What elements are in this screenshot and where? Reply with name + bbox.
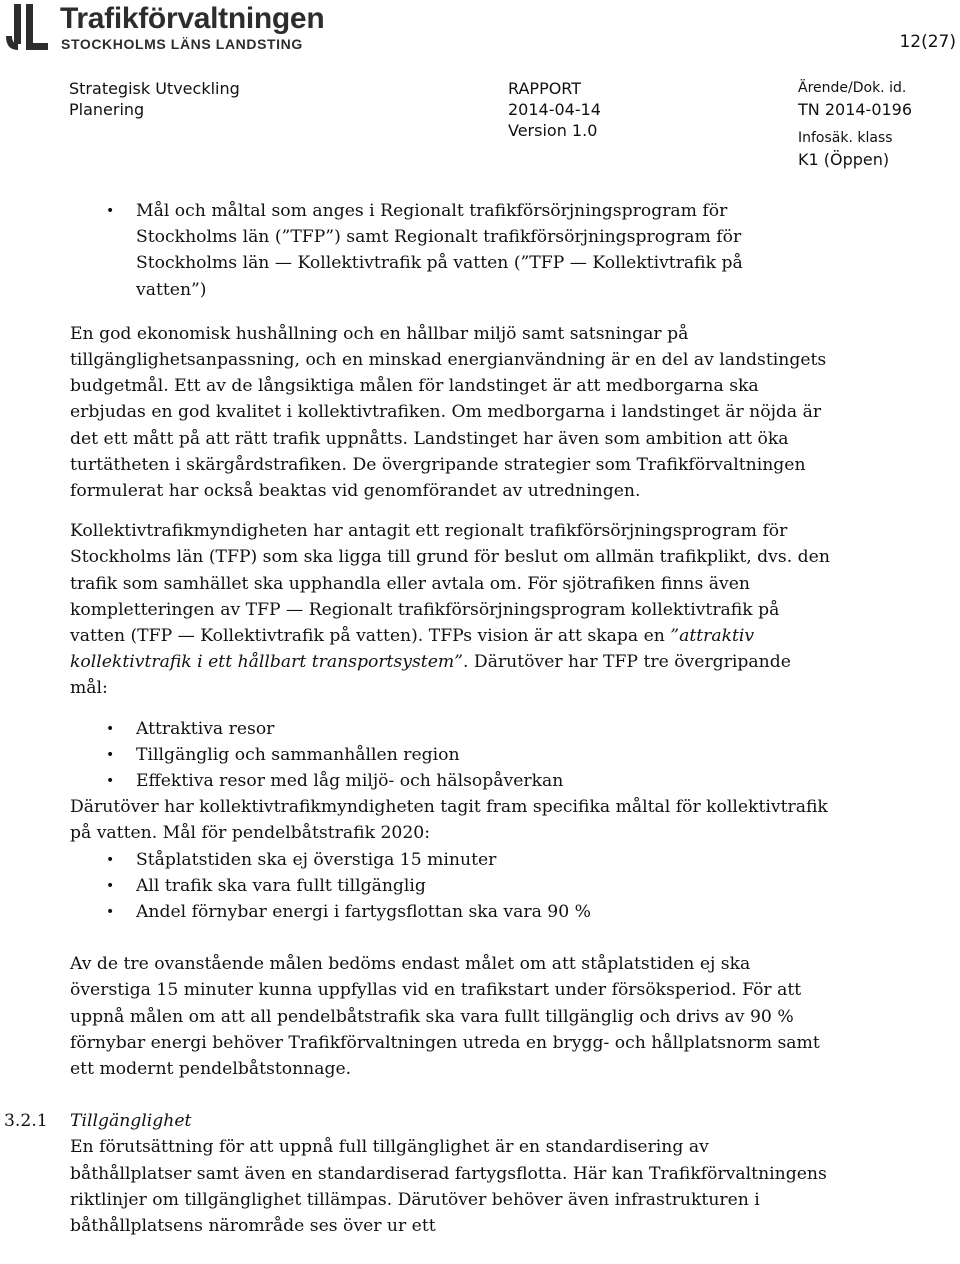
organization-logo <box>0 0 330 56</box>
security-class-label: Infosäk. klass <box>798 130 893 146</box>
list-item <box>0 198 960 303</box>
list-item-text: Ståplatstiden ska ej överstiga 15 minuter <box>136 849 497 870</box>
page-number: 12(27) <box>899 32 956 52</box>
header-department <box>69 78 240 120</box>
logo-mark-icon <box>2 2 56 54</box>
case-id-value: TN 2014-0196 <box>798 100 913 119</box>
list-item <box>0 847 960 873</box>
section-heading <box>0 1108 960 1134</box>
department-line: Strategisk Utveckling <box>69 79 240 98</box>
paragraph: En förutsättning för att uppnå full tillgänglighet är en standardisering av båthållplatser samt även en standardiserad fartygsflotta. Här kan Trafikförvaltningens riktlinjer om tillgänglighet tillämpas. Därutöver behöver även infrastrukturen i båthållplatsens närområde ses över ur ett <box>70 1137 827 1236</box>
document-version: Version 1.0 <box>508 121 598 140</box>
list-item <box>0 742 960 768</box>
case-id-label: Ärende/Dok. id. <box>798 80 907 96</box>
bullet-icon: • <box>106 720 115 737</box>
list-item <box>0 716 960 742</box>
bullet-icon: • <box>106 904 115 921</box>
list-item <box>0 873 960 899</box>
document-type: RAPPORT <box>508 79 582 98</box>
logo-subtitle: STOCKHOLMS LÄNS LANDSTING <box>61 36 303 52</box>
bullet-icon: • <box>106 203 115 219</box>
document-body <box>0 198 960 1239</box>
section-number: 3.2.1 <box>4 1111 48 1132</box>
paragraph <box>70 518 830 701</box>
header-document-info <box>508 78 601 141</box>
list-item-text: Effektiva resor med låg miljö- och hälsopåverkan <box>136 771 564 792</box>
paragraph: Därutöver har kollektivtrafikmyndigheten tagit fram specifika måltal för kollektivtrafik på vatten. Mål för pendelbåtstrafik 2020: <box>70 797 828 844</box>
unit-line: Planering <box>69 100 145 119</box>
list-item-text: Andel förnybar energi i fartygsflottan ska vara 90 % <box>136 902 591 923</box>
vision-quote: ”attraktiv kollektivtrafik i ett hållbart transportsystem” <box>70 626 755 673</box>
bullet-icon: • <box>106 851 115 868</box>
security-class-value: K1 (Öppen) <box>798 150 890 169</box>
paragraph-text: Kollektivtrafikmyndigheten har antagit ett regionalt trafikförsörjningsprogram för Stockholms län (TFP) som ska ligga till grund för beslut om allmän trafikplikt, dvs. den trafik som samhället ska upphandla eller avtala om. För sjötrafiken finns även kompletteringen av TFP — Regionalt trafikförsörjningsprogram kollektivtrafik på vatten (TFP — Kollektivtrafik på vatten). TFPs vision är att skapa en <box>70 521 830 647</box>
document-date: 2014-04-14 <box>508 100 601 119</box>
list-item-text: All trafik ska vara fullt tillgänglig <box>136 875 426 896</box>
paragraph: En god ekonomisk hushållning och en hållbar miljö samt satsningar på tillgänglighetsanpassning, och en minskad energianvändning är en del av landstingets budgetmål. Ett av de långsiktiga målen för landstinget är att medborgarna ska erbjudas en god kvalitet i kollektivtrafiken. Om medborgarna i landstinget är nöjda är det ett mått på att rätt trafik uppnåtts. Landstinget har även som ambition att öka turtätheten i skärgårdstrafiken. De övergripande strategier som Trafikförvaltningen formulerat har också beaktas vid genomförandet av utredningen. <box>70 323 827 502</box>
bullet-icon: • <box>106 773 115 790</box>
list-item <box>0 768 960 794</box>
list-item-text: Mål och måltal som anges i Regionalt trafikförsörjningsprogram för Stockholms län (”TFP”) samt Regionalt trafikförsörjningsprogram för Stockholms län — Kollektivtrafik på vatten (”TFP — Kollektivtrafik på vatten”) <box>136 201 743 300</box>
list-item-text: Tillgänglig och sammanhållen region <box>136 744 460 765</box>
paragraph-text: . Därutöver har TFP tre övergripande mål: <box>70 652 791 699</box>
bullet-icon: • <box>106 877 115 894</box>
header-classification <box>798 78 912 170</box>
bullet-icon: • <box>106 746 115 763</box>
logo-name: Trafikförvaltningen <box>60 2 325 35</box>
section-title: Tillgänglighet <box>70 1111 192 1132</box>
list-item-text: Attraktiva resor <box>136 718 275 739</box>
list-item <box>0 899 960 925</box>
paragraph: Av de tre ovanstående målen bedöms endast målet om att ståplatstiden ej ska överstiga 15 minuter kunna uppfyllas vid en trafikstart under försöksperiod. För att uppnå målen om att all pendelbåtstrafik ska vara fullt tillgänglig och drivs av 90 % förnybar energi behöver Trafikförvaltningen utreda en brygg- och hållplatsnorm samt ett modernt pendelbåtstonnage. <box>70 954 820 1080</box>
